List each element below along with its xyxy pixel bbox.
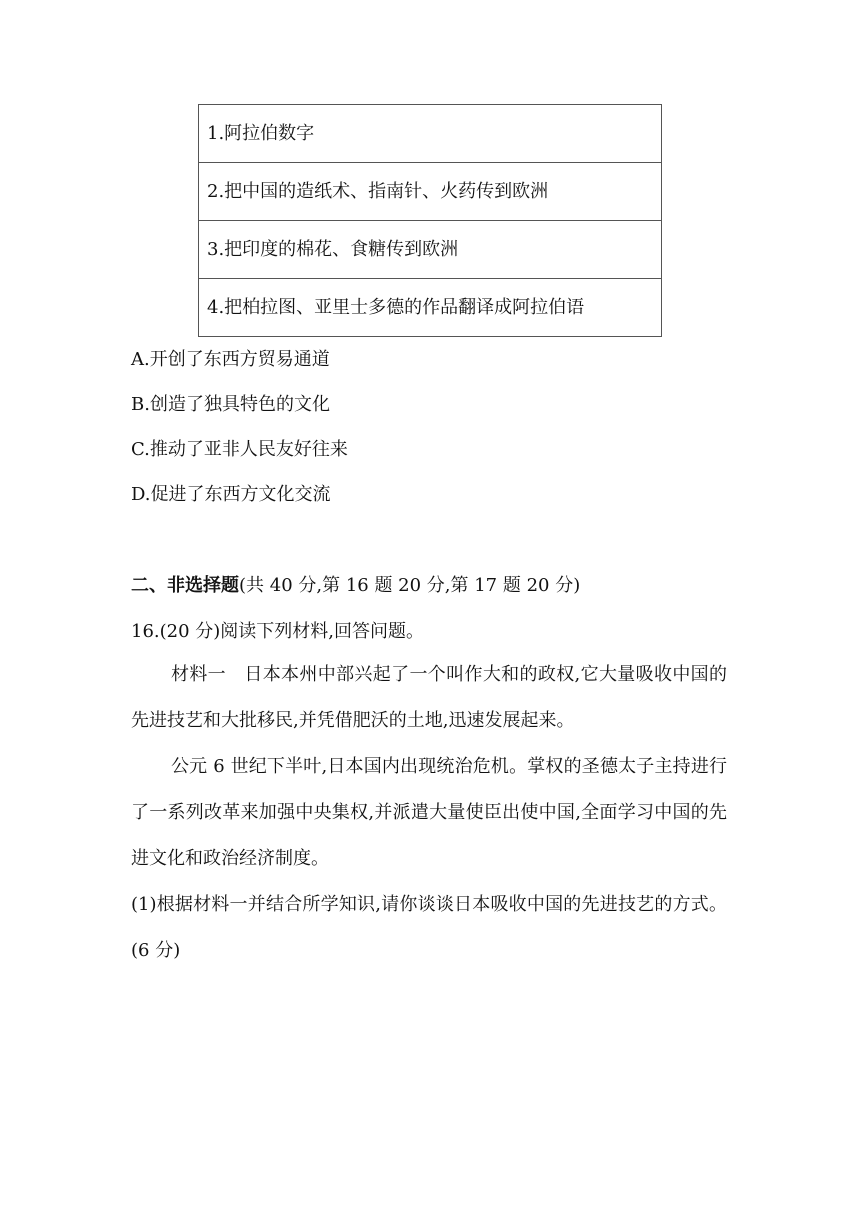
option-d: D.促进了东西方文化交流 <box>131 484 331 505</box>
sub-question-1: (1)根据材料一并结合所学知识,请你谈谈日本吸收中国的先进技艺的方式。(6 分) <box>131 894 727 961</box>
achievements-table <box>198 104 662 337</box>
table-row <box>199 279 662 337</box>
table-row <box>199 105 662 163</box>
material-one-continued: 公元 6 世纪下半叶,日本国内出现统治危机。掌权的圣德太子主持进行了一系列改革来加强中央集权,并派遣大量使臣出使中国,全面学习中国的先进文化和政治经济制度。 <box>131 756 727 869</box>
table-row <box>199 163 662 221</box>
table-row <box>199 221 662 279</box>
question-stem: 16.(20 分)阅读下列材料,回答问题。 <box>131 621 425 642</box>
section-note: (共 40 分,第 16 题 20 分,第 17 题 20 分) <box>239 575 581 596</box>
table-cell: 2.把中国的造纸术、指南针、火药传到欧洲 <box>199 163 662 221</box>
option-b: B.创造了独具特色的文化 <box>131 394 330 415</box>
table-cell: 4.把柏拉图、亚里士多德的作品翻译成阿拉伯语 <box>199 279 662 337</box>
option-a: A.开创了东西方贸易通道 <box>131 349 330 370</box>
table-cell: 3.把印度的棉花、食糖传到欧洲 <box>199 221 662 279</box>
option-c: C.推动了亚非人民友好往来 <box>131 439 348 460</box>
section-heading <box>131 574 580 598</box>
material-one: 材料一 日本本州中部兴起了一个叫作大和的政权,它大量吸收中国的先进技艺和大批移民,并凭借肥沃的土地,迅速发展起来。 <box>131 664 727 731</box>
table-cell: 1.阿拉伯数字 <box>199 105 662 163</box>
section-title: 二、非选择题 <box>131 575 239 596</box>
